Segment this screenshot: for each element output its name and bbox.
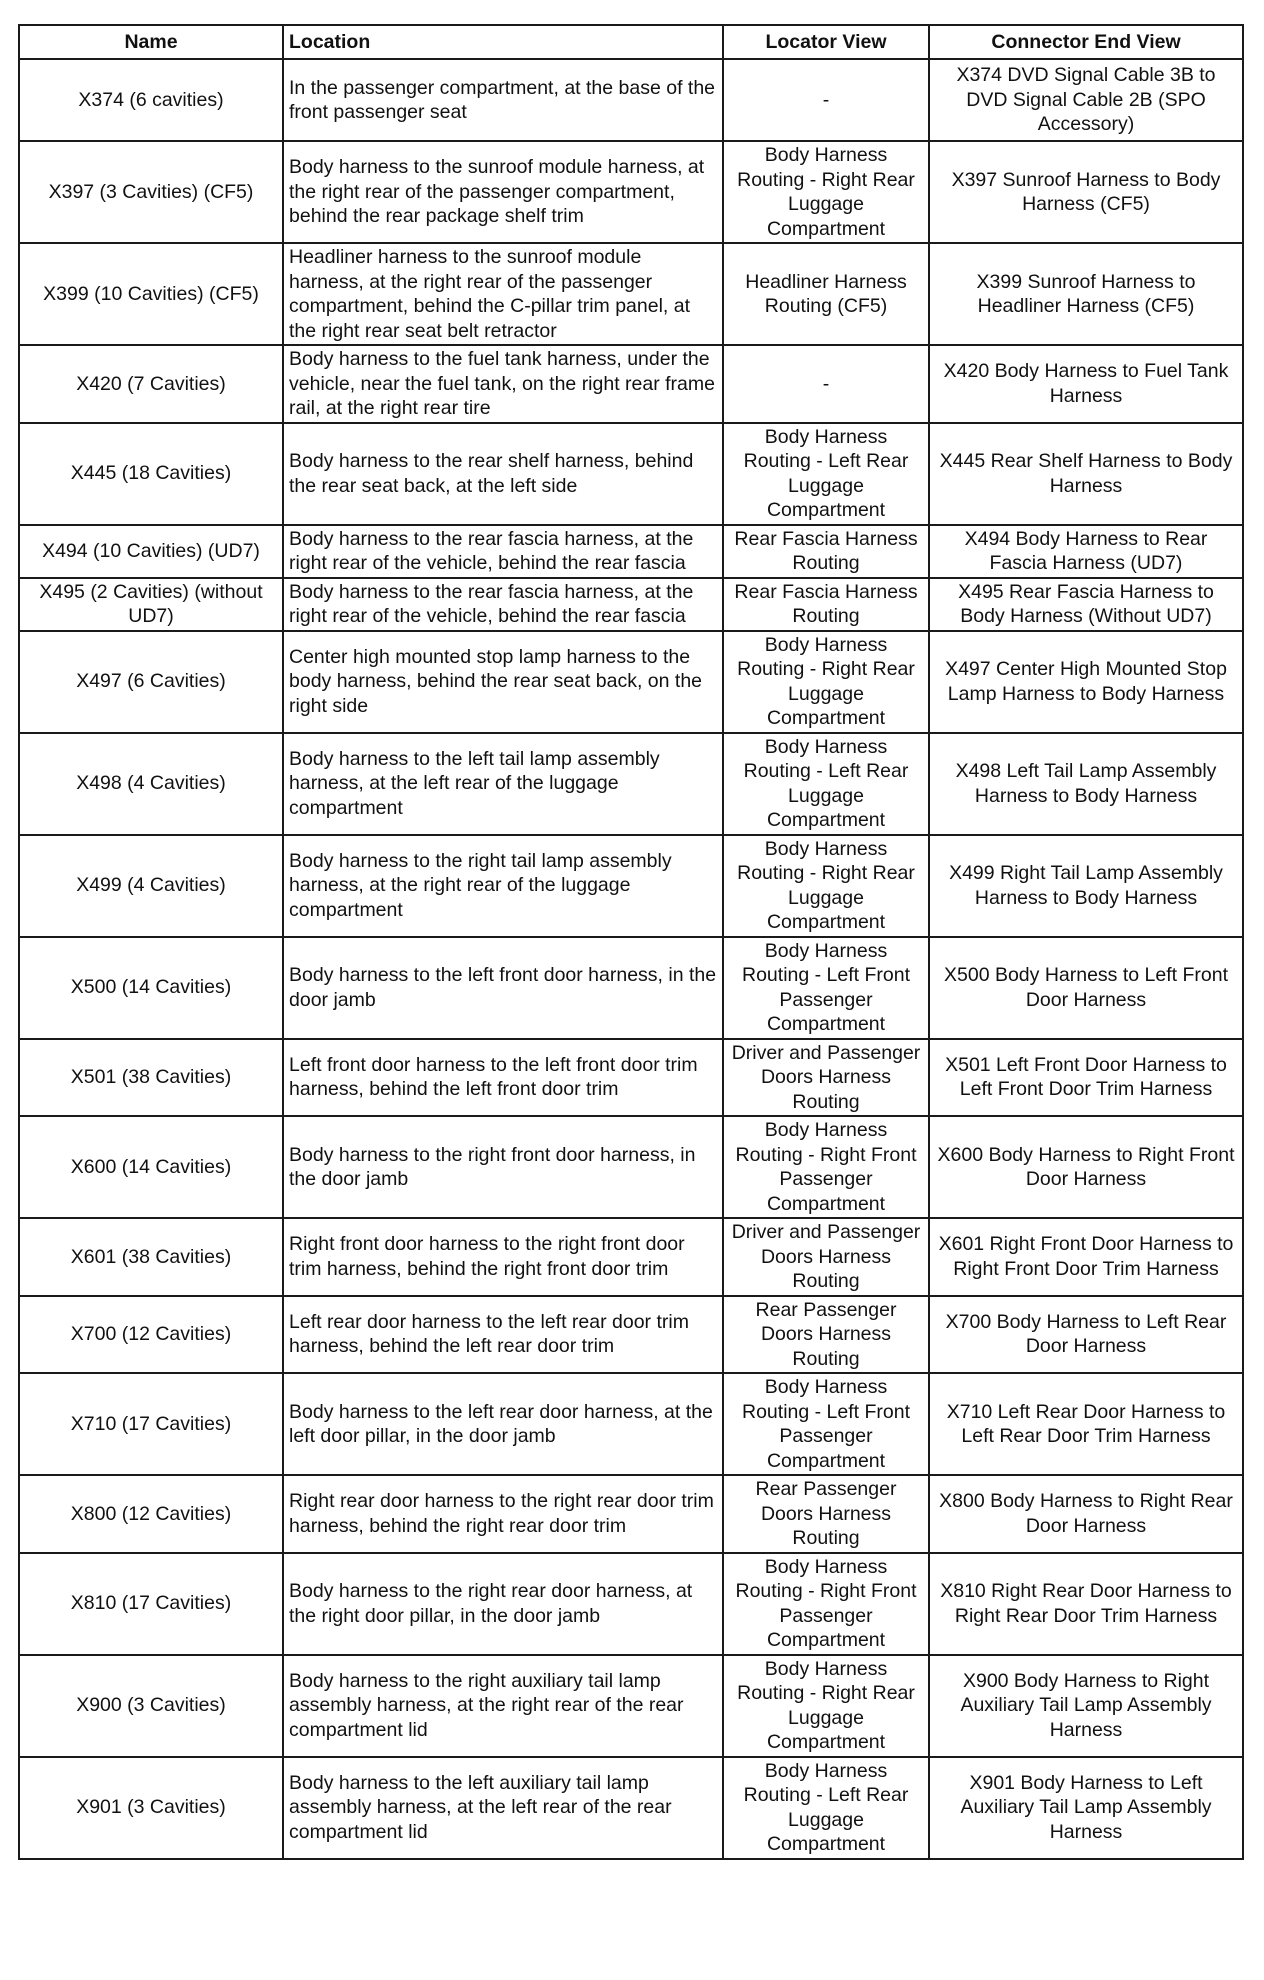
connector-location: Left rear door harness to the left rear door trim harness, behind the left rear door trim	[283, 1296, 723, 1374]
connector-end-view-link: X499 Right Tail Lamp Assembly Harness to Body Harness	[929, 835, 1243, 937]
connector-name: X397 (3 Cavities) (CF5)	[19, 141, 283, 243]
locator-view-link: Body Harness Routing - Left Front Passenger Compartment	[723, 937, 929, 1039]
connector-location: In the passenger compartment, at the base of the front passenger seat	[283, 59, 723, 141]
connector-name: X399 (10 Cavities) (CF5)	[19, 243, 283, 345]
connector-location: Body harness to the rear shelf harness, behind the rear seat back, at the left side	[283, 423, 723, 525]
locator-view-link: Body Harness Routing - Left Rear Luggage Compartment	[723, 423, 929, 525]
connector-end-view-link: X500 Body Harness to Left Front Door Harness	[929, 937, 1243, 1039]
locator-view-link: Body Harness Routing - Right Front Passenger Compartment	[723, 1116, 929, 1218]
table-row	[19, 345, 1243, 423]
connector-end-view-link: X495 Rear Fascia Harness to Body Harness (Without UD7)	[929, 578, 1243, 631]
locator-view-link: Body Harness Routing - Left Rear Luggage Compartment	[723, 1757, 929, 1859]
connector-table-sheet	[18, 24, 1242, 1860]
connector-location: Body harness to the sunroof module harness, at the right rear of the passenger compartment, behind the rear package shelf trim	[283, 141, 723, 243]
table-row	[19, 578, 1243, 631]
connector-name: X810 (17 Cavities)	[19, 1553, 283, 1655]
header-locator-view: Locator View	[723, 25, 929, 59]
table-row	[19, 1296, 1243, 1374]
header-name: Name	[19, 25, 283, 59]
locator-view-link: Body Harness Routing - Left Front Passenger Compartment	[723, 1373, 929, 1475]
table-row	[19, 1373, 1243, 1475]
connector-location: Left front door harness to the left front door trim harness, behind the left front door trim	[283, 1039, 723, 1117]
locator-view-link: Body Harness Routing - Right Rear Luggage Compartment	[723, 1655, 929, 1757]
table-row	[19, 243, 1243, 345]
table-row	[19, 1218, 1243, 1296]
locator-view-link: Driver and Passenger Doors Harness Routing	[723, 1218, 929, 1296]
locator-view-link: Rear Passenger Doors Harness Routing	[723, 1475, 929, 1553]
connector-end-view-link: X700 Body Harness to Left Rear Door Harness	[929, 1296, 1243, 1374]
locator-view-link: Body Harness Routing - Right Rear Luggage Compartment	[723, 835, 929, 937]
locator-view-link: -	[723, 345, 929, 423]
connector-name: X700 (12 Cavities)	[19, 1296, 283, 1374]
connector-end-view-link: X497 Center High Mounted Stop Lamp Harness to Body Harness	[929, 631, 1243, 733]
connector-end-view-link: X900 Body Harness to Right Auxiliary Tail Lamp Assembly Harness	[929, 1655, 1243, 1757]
connector-name: X900 (3 Cavities)	[19, 1655, 283, 1757]
table-row	[19, 1757, 1243, 1859]
connector-end-view-link: X601 Right Front Door Harness to Right Front Door Trim Harness	[929, 1218, 1243, 1296]
connector-name: X901 (3 Cavities)	[19, 1757, 283, 1859]
locator-view-link: Rear Fascia Harness Routing	[723, 578, 929, 631]
connector-name: X800 (12 Cavities)	[19, 1475, 283, 1553]
connector-location: Body harness to the left auxiliary tail lamp assembly harness, at the left rear of the rear compartment lid	[283, 1757, 723, 1859]
connector-location: Center high mounted stop lamp harness to the body harness, behind the rear seat back, on the right side	[283, 631, 723, 733]
connector-name: X495 (2 Cavities) (without UD7)	[19, 578, 283, 631]
connector-name: X494 (10 Cavities) (UD7)	[19, 525, 283, 578]
connector-name: X498 (4 Cavities)	[19, 733, 283, 835]
connector-name: X501 (38 Cavities)	[19, 1039, 283, 1117]
locator-view-link: Headliner Harness Routing (CF5)	[723, 243, 929, 345]
connector-name: X499 (4 Cavities)	[19, 835, 283, 937]
locator-view-link: Rear Fascia Harness Routing	[723, 525, 929, 578]
connector-end-view-link: X810 Right Rear Door Harness to Right Rear Door Trim Harness	[929, 1553, 1243, 1655]
table-row	[19, 937, 1243, 1039]
connector-name: X601 (38 Cavities)	[19, 1218, 283, 1296]
table-row	[19, 141, 1243, 243]
header-location: Location	[283, 25, 723, 59]
table-row	[19, 525, 1243, 578]
table-row	[19, 1655, 1243, 1757]
table-row	[19, 423, 1243, 525]
connector-table	[18, 24, 1244, 1860]
connector-name: X445 (18 Cavities)	[19, 423, 283, 525]
connector-location: Body harness to the left rear door harness, at the left door pillar, in the door jamb	[283, 1373, 723, 1475]
connector-location: Body harness to the fuel tank harness, under the vehicle, near the fuel tank, on the right rear frame rail, at the right rear tire	[283, 345, 723, 423]
locator-view-link: Body Harness Routing - Left Rear Luggage Compartment	[723, 733, 929, 835]
table-row	[19, 59, 1243, 141]
table-row	[19, 1039, 1243, 1117]
table-row	[19, 1116, 1243, 1218]
connector-location: Headliner harness to the sunroof module harness, at the right rear of the passenger compartment, behind the C-pillar trim panel, at the right rear seat belt retractor	[283, 243, 723, 345]
locator-view-link: Body Harness Routing - Right Rear Luggage Compartment	[723, 631, 929, 733]
connector-end-view-link: X397 Sunroof Harness to Body Harness (CF5)	[929, 141, 1243, 243]
connector-end-view-link: X420 Body Harness to Fuel Tank Harness	[929, 345, 1243, 423]
connector-end-view-link: X710 Left Rear Door Harness to Left Rear Door Trim Harness	[929, 1373, 1243, 1475]
header-row	[19, 25, 1243, 59]
connector-name: X710 (17 Cavities)	[19, 1373, 283, 1475]
table-body	[19, 59, 1243, 1859]
connector-end-view-link: X901 Body Harness to Left Auxiliary Tail Lamp Assembly Harness	[929, 1757, 1243, 1859]
connector-location: Right rear door harness to the right rear door trim harness, behind the right rear door trim	[283, 1475, 723, 1553]
connector-name: X420 (7 Cavities)	[19, 345, 283, 423]
connector-location: Body harness to the rear fascia harness, at the right rear of the vehicle, behind the rear fascia	[283, 578, 723, 631]
connector-location: Body harness to the rear fascia harness, at the right rear of the vehicle, behind the rear fascia	[283, 525, 723, 578]
connector-name: X500 (14 Cavities)	[19, 937, 283, 1039]
locator-view-link: Driver and Passenger Doors Harness Routing	[723, 1039, 929, 1117]
connector-location: Body harness to the left front door harness, in the door jamb	[283, 937, 723, 1039]
connector-end-view-link: X600 Body Harness to Right Front Door Harness	[929, 1116, 1243, 1218]
connector-name: X600 (14 Cavities)	[19, 1116, 283, 1218]
header-connector-end-view: Connector End View	[929, 25, 1243, 59]
connector-end-view-link: X501 Left Front Door Harness to Left Front Door Trim Harness	[929, 1039, 1243, 1117]
connector-location: Body harness to the right auxiliary tail lamp assembly harness, at the right rear of the rear compartment lid	[283, 1655, 723, 1757]
table-row	[19, 1475, 1243, 1553]
connector-end-view-link: X494 Body Harness to Rear Fascia Harness (UD7)	[929, 525, 1243, 578]
connector-name: X497 (6 Cavities)	[19, 631, 283, 733]
connector-location: Body harness to the right front door harness, in the door jamb	[283, 1116, 723, 1218]
locator-view-link: -	[723, 59, 929, 141]
locator-view-link: Body Harness Routing - Right Rear Luggage Compartment	[723, 141, 929, 243]
connector-end-view-link: X374 DVD Signal Cable 3B to DVD Signal Cable 2B (SPO Accessory)	[929, 59, 1243, 141]
connector-end-view-link: X800 Body Harness to Right Rear Door Harness	[929, 1475, 1243, 1553]
connector-name: X374 (6 cavities)	[19, 59, 283, 141]
table-row	[19, 631, 1243, 733]
table-row	[19, 733, 1243, 835]
table-row	[19, 1553, 1243, 1655]
connector-location: Body harness to the right tail lamp assembly harness, at the right rear of the luggage compartment	[283, 835, 723, 937]
connector-location: Body harness to the right rear door harness, at the right door pillar, in the door jamb	[283, 1553, 723, 1655]
locator-view-link: Rear Passenger Doors Harness Routing	[723, 1296, 929, 1374]
table-row	[19, 835, 1243, 937]
connector-location: Right front door harness to the right front door trim harness, behind the right front door trim	[283, 1218, 723, 1296]
connector-end-view-link: X498 Left Tail Lamp Assembly Harness to Body Harness	[929, 733, 1243, 835]
locator-view-link: Body Harness Routing - Right Front Passenger Compartment	[723, 1553, 929, 1655]
connector-end-view-link: X399 Sunroof Harness to Headliner Harness (CF5)	[929, 243, 1243, 345]
connector-location: Body harness to the left tail lamp assembly harness, at the left rear of the luggage compartment	[283, 733, 723, 835]
connector-end-view-link: X445 Rear Shelf Harness to Body Harness	[929, 423, 1243, 525]
